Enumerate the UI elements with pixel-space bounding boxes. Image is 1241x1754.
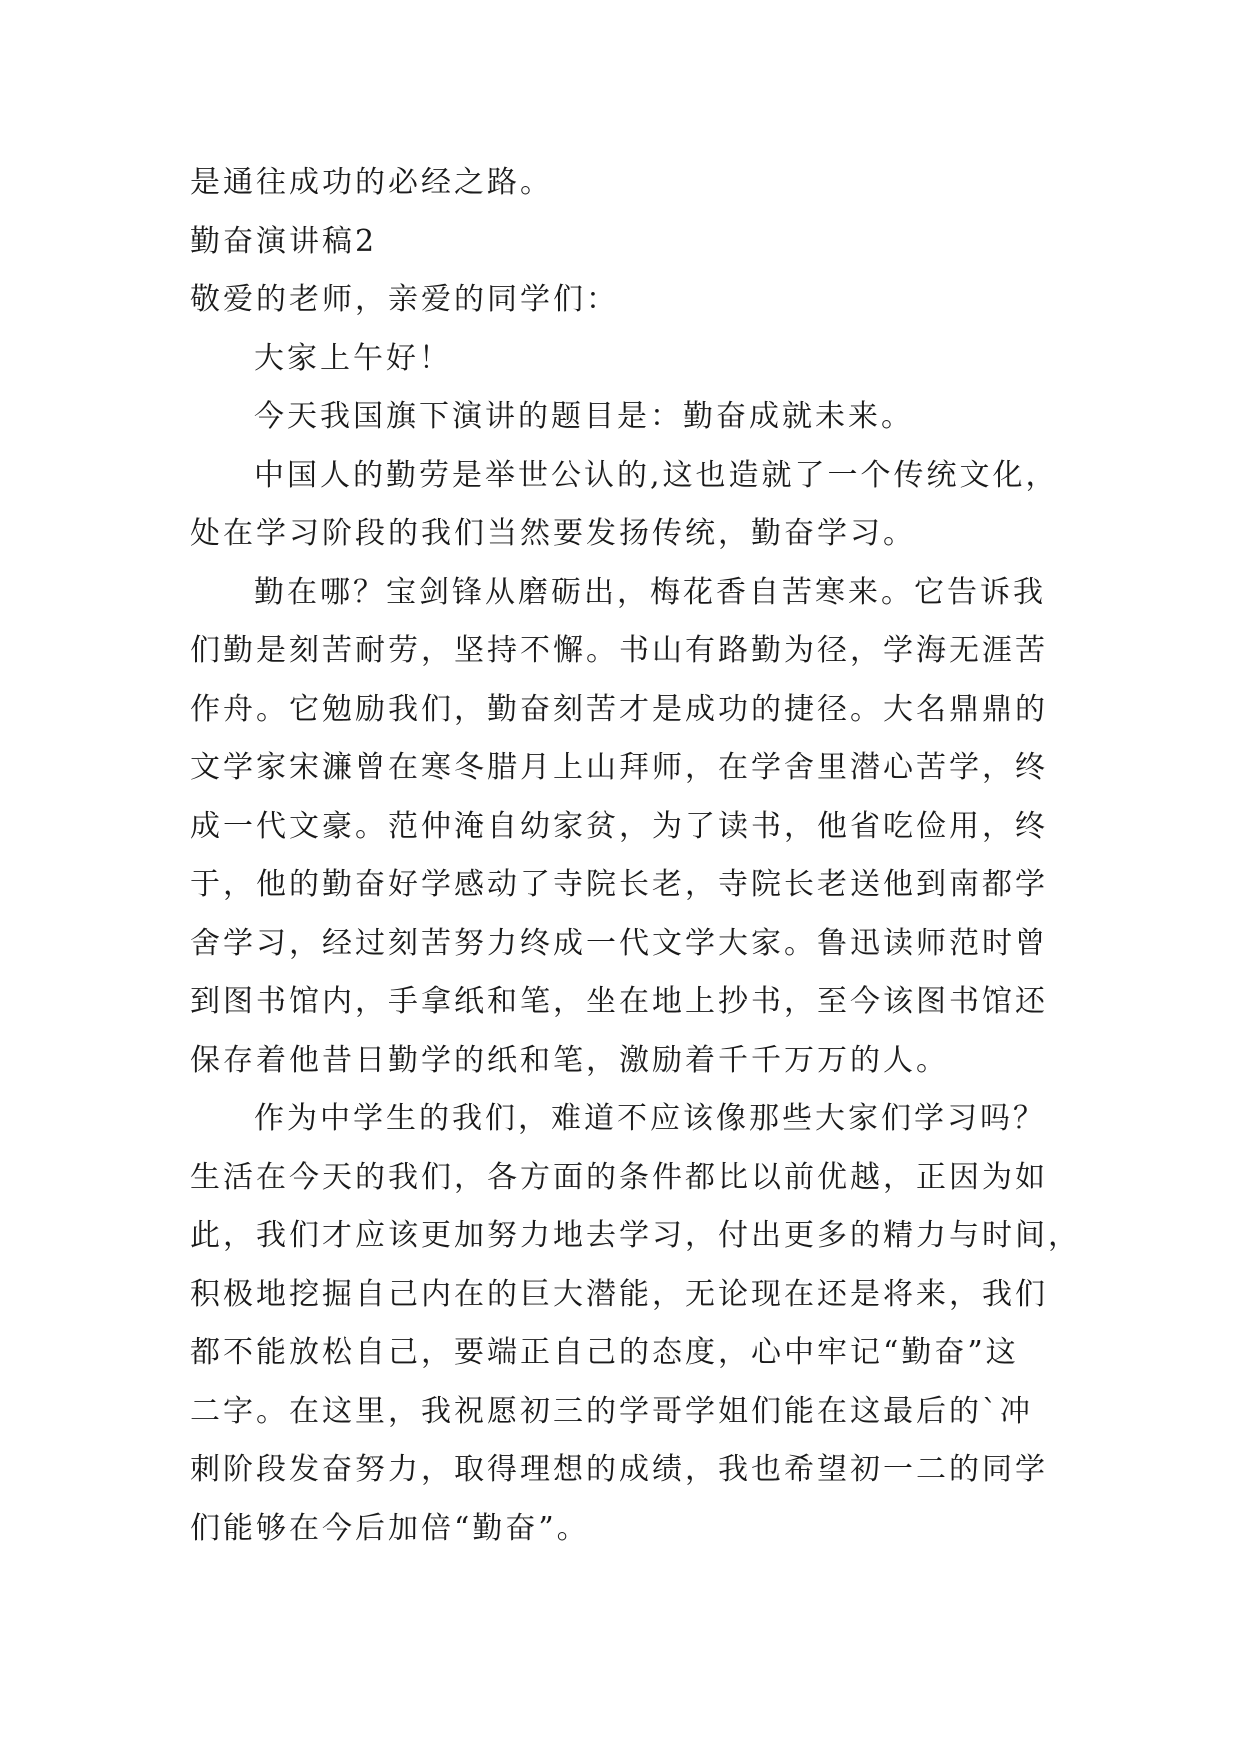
text-line: 刺阶段发奋努力，取得理想的成绩，我也希望初一二的同学 — [190, 1452, 1048, 1487]
text-line: 作为中学生的我们，难道不应该像那些大家们学习吗？ — [254, 1101, 1046, 1136]
document-body — [190, 154, 1081, 1558]
text-line: 勤在哪？宝剑锋从磨砺出，梅花香自苦寒来。它告诉我 — [254, 574, 1046, 610]
text-line: 们能够在今后加倍“勤奋”。 — [190, 1510, 590, 1546]
text-line: 都不能放松自己，要端正自己的态度，心中牢记“勤奋”这 — [190, 1335, 1019, 1370]
text-line: 于，他的勤奋好学感动了寺院长老，寺院长老送他到南都学 — [190, 867, 1048, 902]
text-line: 处在学习阶段的我们当然要发扬传统，勤奋学习。 — [190, 516, 916, 551]
text-line: 们勤是刻苦耐劳，坚持不懈。书山有路勤为径，学海无涯苦 — [190, 633, 1048, 668]
text-line: 到图书馆内，手拿纸和笔，坐在地上抄书，至今该图书馆还 — [190, 984, 1048, 1019]
text-line: 此，我们才应该更加努力地去学习，付出更多的精力与时间， — [190, 1218, 1081, 1253]
text-line: 保存着他昔日勤学的纸和笔，激励着千千万万的人。 — [190, 1042, 949, 1078]
text-line: 文学家宋濂曾在寒冬腊月上山拜师，在学舍里潜心苦学，终 — [190, 750, 1048, 785]
text-line: 二字。在这里，我祝愿初三的学哥学姐们能在这最后的`冲 — [190, 1393, 1033, 1429]
text-line: 舍学习，经过刻苦努力终成一代文学大家。鲁迅读师范时曾 — [190, 925, 1048, 961]
speech-topic: 今天我国旗下演讲的题目是：勤奋成就未来。 — [254, 399, 914, 434]
text-line: 是通往成功的必经之路。 — [190, 165, 553, 200]
greeting: 大家上午好！ — [254, 340, 452, 376]
section-heading: 勤奋演讲稿2 — [190, 223, 378, 259]
text-line: 积极地挖掘自己内在的巨大潜能，无论现在还是将来，我们 — [190, 1276, 1048, 1312]
text-line: 中国人的勤劳是举世公认的,这也造就了一个传统文化， — [254, 457, 1059, 493]
text-line: 成一代文豪。范仲淹自幼家贫，为了读书，他省吃俭用，终 — [190, 808, 1048, 844]
text-line: 作舟。它勉励我们，勤奋刻苦才是成功的捷径。大名鼎鼎的 — [190, 691, 1048, 727]
salutation: 敬爱的老师，亲爱的同学们： — [190, 282, 619, 317]
text-line: 生活在今天的我们，各方面的条件都比以前优越，正因为如 — [190, 1159, 1048, 1195]
